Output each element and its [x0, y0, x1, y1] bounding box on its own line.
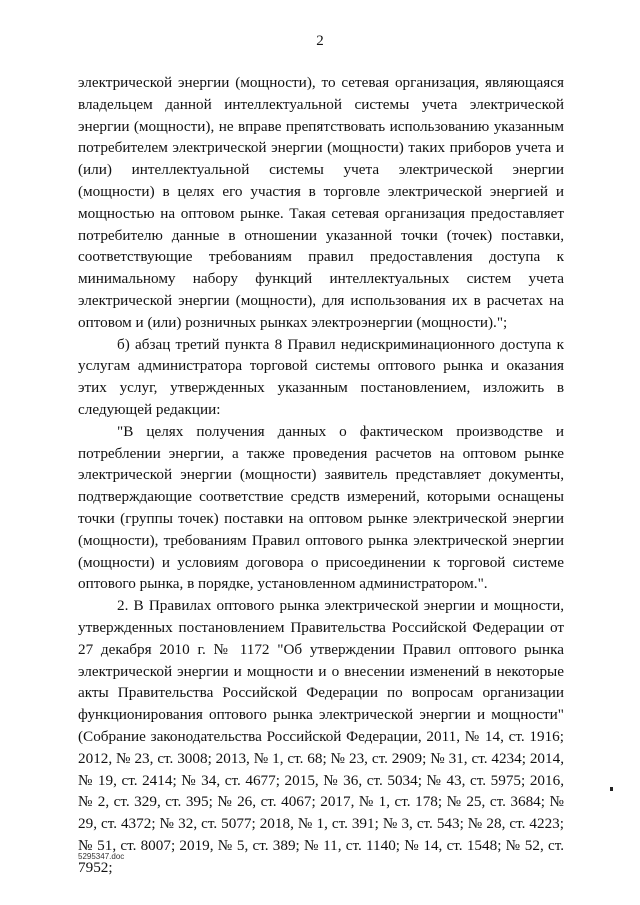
paragraph-continuation: электрической энергии (мощности), то сетевая организация, являющаяся владельцем данной интеллектуальной системы учета электрической энергии (мощности), не вправе препятствовать использованию указанным потребителем электрической энергии (мощности) таких приборов учета и (или) интеллектуальной системы учета электрической энергии (мощности) в целях его участия в торговле электрической энергией и мощностью на оптовом рынке. Такая сетевая организация предоставляет потребителю данные в отношении указанной точки (точек) поставки, соответствующие требованиям правил предоставления доступа к минимальному набору функций интеллектуальных систем учета электрической энергии (мощности), для использования их в расчетах на оптовом и (или) розничных рынках электроэнергии (мощности).";: [78, 74, 564, 331]
paragraph-subitem-b: б) абзац третий пункта 8 Правил недискриминационного доступа к услугам администратора торговой системы оптового рынка и оказания этих услуг, утвержденных указанным постановлением, изложить в следующей редакции:: [78, 335, 564, 418]
paragraph-item-2: 2. В Правилах оптового рынка электрической энергии и мощности, утвержденных постановлением Правительства Российской Федерации от 27 декабря 2010 г. № 1172 "Об утверждении Правил оптового рынка электрической энергии и мощности и о внесении изменений в некоторые акты Правительства Российской Федерации по вопросам организации функционирования оптового рынка электрической энергии и мощности" (Собрание законодательства Российской Федерации, 2011, № 14, ст. 1916; 2012, № 23, ст. 3008; 2013, № 1, ст. 68; № 23, ст. 2909; № 31, ст. 4234; 2014, № 19, ст. 2414; № 34, ст. 4677; 2015, № 36, ст. 5034; № 43, ст. 5975; 2016, № 2, ст. 329, ст. 395; № 26, ст. 4067; 2017, № 1, ст. 178; № 25, ст. 3684; № 29, ст. 4372; № 32, ст. 5077; 2018, № 1, ст. 391; № 3, ст. 543; № 28, ст. 4223; № 51, ст. 8007; 2019, № 5, ст. 389; № 11, ст. 1140; № 14, ст. 1548; № 52, ст. 7952;: [78, 597, 564, 876]
paragraph-quoted-text: "В целях получения данных о фактическом производстве и потреблении энергии, а также проведения расчетов на оптовом рынке электрической энергии (мощности) заявитель представляет документы, подтверждающие соответствие средств измерений, которыми оснащены точки (группы точек) поставки на оптовом рынке электрической энергии (мощности), требованиям Правил оптового рынка электрической энергии (мощности) и условиям договора о присоединении к торговой системе оптового рынка, в порядке, установленном администратором.".: [78, 422, 564, 593]
scan-speck: [610, 787, 613, 791]
footer-file-code: 5295347.doc: [78, 852, 125, 861]
page-number: 2: [316, 33, 324, 49]
document-body: [78, 72, 564, 878]
